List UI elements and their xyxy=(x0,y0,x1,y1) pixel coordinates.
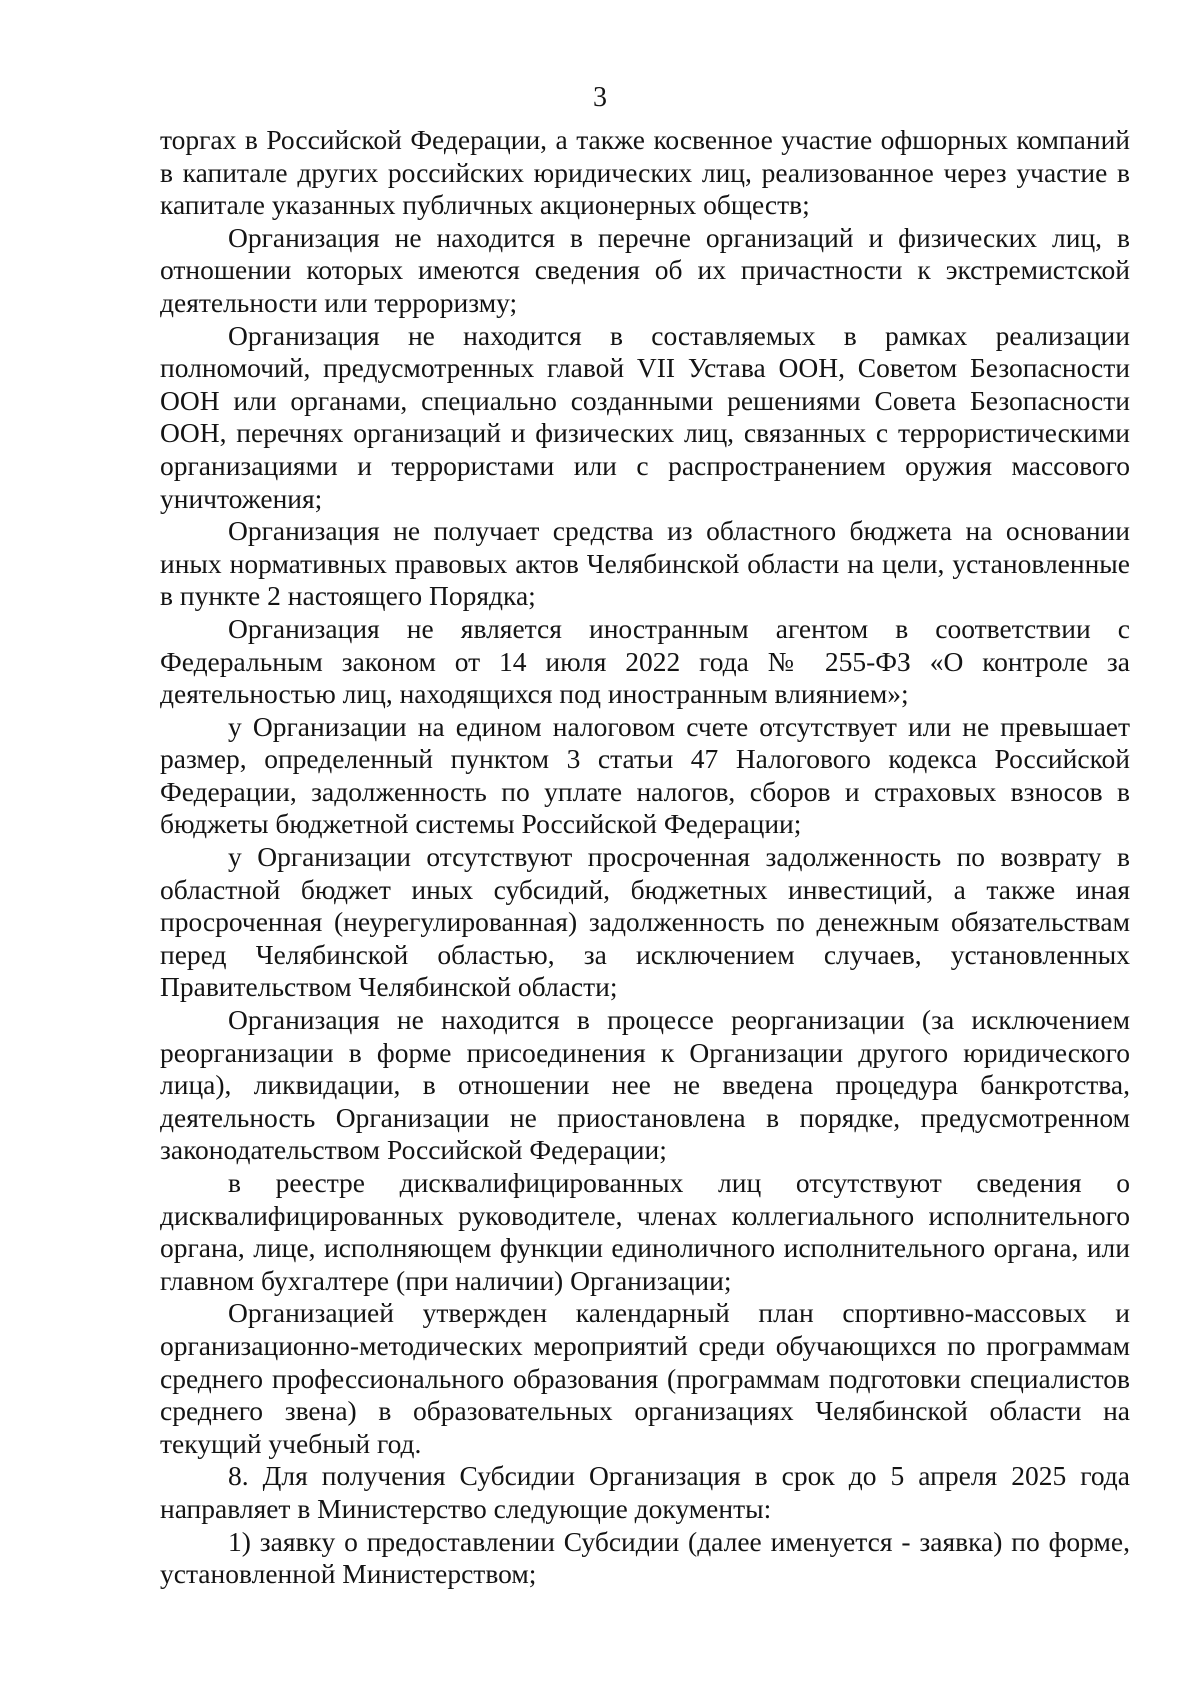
document-body xyxy=(160,124,1130,1591)
paragraph-extremism-list: Организация не находится в перечне организаций и физических лиц, в отношении которых имеются сведения об их причастности к экстремистской деятельности или терроризму; xyxy=(160,221,1130,318)
page-number: 3 xyxy=(593,82,607,113)
paragraph-un-sanctions-list: Организация не находится в составляемых в рамках реализации полномочий, предусмотренных главой VII Устава ООН, Советом Безопасности ООН или органами, специально созданными решениями Совета Безопасности ООН, перечнях организаций и физических лиц, связанных с террористическими организациями и террористами или с распространением оружия массового уничтожения; xyxy=(160,319,1130,514)
paragraph-foreign-agent: Организация не является иностранным агентом в соответствии с Федеральным законом от 14 июля 2022 года № 255-ФЗ «О контроле за деятельностью лиц, находящихся под иностранным влиянием»; xyxy=(160,612,1130,710)
paragraph-item-8: 8. Для получения Субсидии Организация в срок до 5 апреля 2025 года направляет в Министерство следующие документы: xyxy=(160,1460,1130,1524)
paragraph-continuation: торгах в Российской Федерации, а также косвенное участие офшорных компаний в капитале других российских юридических лиц, реализованное через участие в капитале указанных публичных акционерных обществ; xyxy=(160,124,1130,221)
paragraph-disqualified-persons: в реестре дисквалифицированных лиц отсутствуют сведения о дисквалифицированных руководителе, членах коллегиального исполнительного органа, лице, исполняющем функции единоличного исполнительного органа, или главном бухгалтере (при наличии) Организации; xyxy=(160,1167,1130,1296)
paragraph-calendar-plan: Организацией утвержден календарный план спортивно-массовых и организационно-методических мероприятий среди обучающихся по программам среднего профессионального образования (программам подготовки специалистов среднего звена) в образовательных организациях Челябинской области на текущий учебный год. xyxy=(160,1297,1130,1459)
paragraph-reorganization: Организация не находится в процессе реорганизации (за исключением реорганизации в форме присоединения к Организации другого юридического лица), ликвидации, в отношении нее не введена процедура банкротства, деятельность Организации не приостановлена в порядке, предусмотренном законодательством Российской Федерации; xyxy=(160,1004,1130,1166)
paragraph-item-8-1: 1) заявку о предоставлении Субсидии (далее именуется - заявка) по форме, установленной Министерством; xyxy=(160,1525,1130,1590)
paragraph-tax-debt: у Организации на едином налоговом счете отсутствует или не превышает размер, определенный пунктом 3 статьи 47 Налогового кодекса Российской Федерации, задолженность по уплате налогов, сборов и страховых взносов в бюджеты бюджетной системы Российской Федерации; xyxy=(160,710,1130,840)
paragraph-no-other-budget-funds: Организация не получает средства из областного бюджета на основании иных нормативных правовых актов Челябинской области на цели, установленные в пункте 2 настоящего Порядка; xyxy=(160,515,1130,612)
paragraph-overdue-debt: у Организации отсутствуют просроченная задолженность по возврату в областной бюджет иных субсидий, бюджетных инвестиций, а также иная просроченная (неурегулированная) задолженность по денежным обязательствам перед Челябинской областью, за исключением случаев, установленных Правительством Челябинской области; xyxy=(160,841,1130,1003)
